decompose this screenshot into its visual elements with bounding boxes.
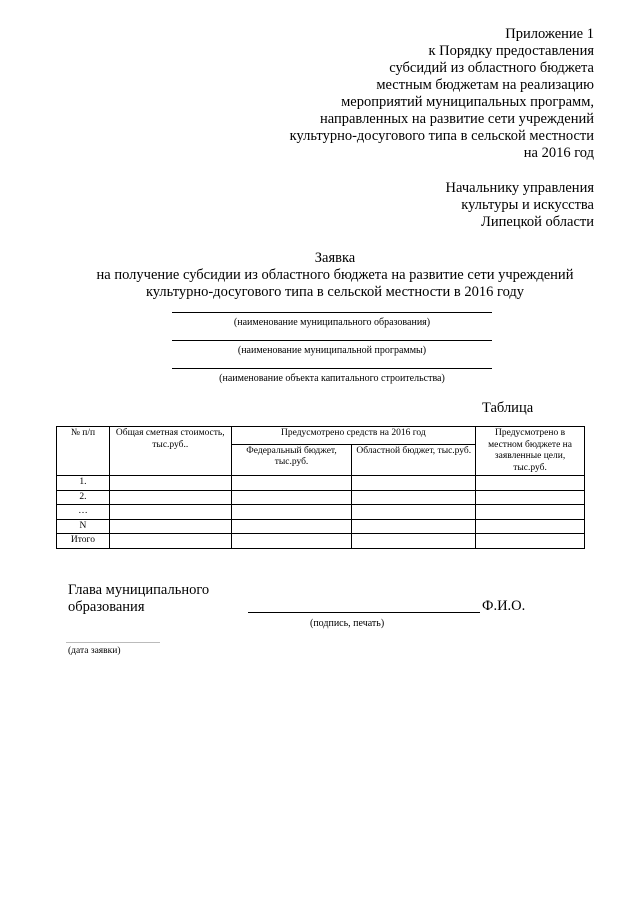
table-row: [57, 505, 585, 520]
table-cell: [109, 534, 231, 549]
date-line: [66, 642, 160, 643]
program-field-line: [172, 340, 492, 341]
table-row: [57, 519, 585, 534]
header-planned: Предусмотрено средств на 2016 год: [231, 427, 475, 445]
signature-caption: (подпись, печать): [310, 618, 385, 629]
row-label: N: [57, 519, 110, 534]
row-label: Итого: [57, 534, 110, 549]
signature-line: [248, 612, 480, 613]
row-label: …: [57, 505, 110, 520]
header-num: № п/п: [57, 427, 110, 476]
request-title: Заявка: [314, 250, 356, 266]
appendix-header: [174, 26, 594, 162]
appendix-line: культурно-досугового типа в сельской местности: [289, 128, 594, 144]
object-field-caption: (наименование объекта капитального строительства): [219, 373, 445, 384]
object-field-line: [172, 368, 492, 369]
municipality-field-caption: (наименование муниципального образования): [233, 317, 431, 328]
subsidy-table: [56, 426, 585, 549]
request-subtitle-line: на получение субсидии из областного бюджета на развитие сети учреждений: [96, 267, 574, 283]
row-label: 2.: [57, 490, 110, 505]
table-cell: [109, 519, 231, 534]
table-cell: [109, 476, 231, 491]
appendix-line: мероприятий муниципальных программ,: [341, 94, 594, 110]
table-cell: [231, 534, 352, 549]
table-cell: [231, 519, 352, 534]
table-cell: [476, 534, 585, 549]
fio-label: Ф.И.О.: [482, 598, 526, 614]
appendix-line: местным бюджетам на реализацию: [376, 77, 594, 93]
table-cell: [109, 490, 231, 505]
header-local: Предусмотрено в местном бюджете на заявленные цели, тыс.руб.: [476, 427, 585, 476]
addressee-line: Липецкой области: [481, 214, 594, 230]
table-cell: [231, 476, 352, 491]
table-cell: [352, 534, 476, 549]
request-subtitle-line: культурно-досугового типа в сельской местности в 2016 году: [145, 284, 525, 300]
table-cell: [231, 505, 352, 520]
request-title-block: [40, 250, 630, 301]
table-cell: [352, 519, 476, 534]
municipality-field-line: [172, 312, 492, 313]
table-cell: [352, 505, 476, 520]
signatory-line: Глава муниципального: [68, 582, 210, 598]
addressee-block: [294, 180, 594, 231]
table-label: Таблица: [482, 400, 534, 416]
table-row: [57, 476, 585, 491]
table-cell: [109, 505, 231, 520]
appendix-line: субсидий из областного бюджета: [389, 60, 594, 76]
table-header-row: [57, 427, 585, 445]
table-cell: [476, 476, 585, 491]
table-cell: [476, 490, 585, 505]
appendix-line: на 2016 год: [523, 145, 594, 161]
addressee-line: культуры и искусства: [461, 197, 594, 213]
appendix-line: Приложение 1: [505, 26, 594, 42]
table-cell: [352, 490, 476, 505]
header-cost: Общая сметная стоимость, тыс.руб..: [109, 427, 231, 476]
program-field-caption: (наименование муниципальной программы): [237, 345, 427, 356]
table-cell: [231, 490, 352, 505]
header-regional: Областной бюджет, тыс.руб.: [352, 444, 476, 475]
table-cell: [476, 519, 585, 534]
date-caption: (дата заявки): [68, 646, 121, 656]
addressee-line: Начальнику управления: [445, 180, 594, 196]
row-label: 1.: [57, 476, 110, 491]
appendix-line: к Порядку предоставления: [428, 43, 594, 59]
table-row: [57, 534, 585, 549]
signatory-block: [68, 582, 209, 616]
header-federal: Федеральный бюджет, тыс.руб.: [231, 444, 352, 475]
table-row: [57, 490, 585, 505]
table-cell: [352, 476, 476, 491]
signatory-line: образования: [68, 599, 145, 615]
appendix-line: направленных на развитие сети учреждений: [319, 111, 594, 127]
table-cell: [476, 505, 585, 520]
